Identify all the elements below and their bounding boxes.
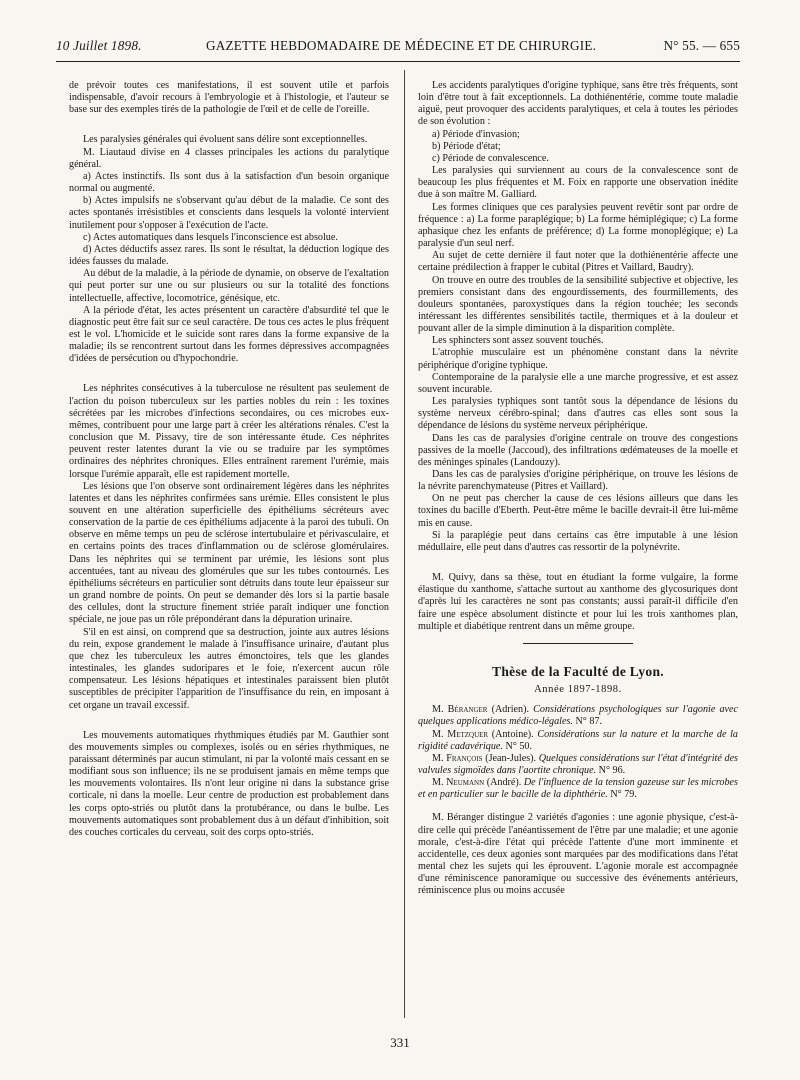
paragraph: Les accidents paralytiques d'origine typhique, sans être très fréquents, sont loin d'être tout à fait exceptionnels. La dothiénentérie, comme toute maladie aiguë, peut provoquer des accidents paralytiques, et cela à toutes les périodes de son évolution :	[418, 80, 738, 128]
paragraph: Les mouvements automatiques rhythmiques étudiés par M. Gauthier sont des mouvements simples ou complexes, isolés ou en séries rhythmiques, ne paraissant déterminés par aucun stimulant, ni par la volonté mais cessant en se modifiant sous son influence; ils ne se produisent jamais en même temps que les mouvements volontaires. Ils n'ont leur origine ni dans la substance grise corticale, ni dans la moelle. Leur centre de production est probablement dans les corps opto-striés ou plutôt dans la protubérance, ou dans le bulbe. Les mouvements automatiques sont probablement dus à un défaut d'inhibition, soit des couches corticales du cerveau, soit des corps opto-striés.	[69, 729, 389, 838]
paragraph: S'il en est ainsi, on comprend que sa destruction, jointe aux autres lésions du rein, expose grandement le malade à l'insuffisance urinaire, d'autant plus que chez les tuberculeux les autres émonctoires, tels que les glandes intestinales, les glandes sudoripares et le foie, n'exercent aucun rôle compensateur. Les lésions hépatiques et intestinales paraissent bien plutôt susceptibles de précipiter l'apparition de l'insuffisance du rein, en imposant à cet organe un travail excessif.	[69, 626, 389, 711]
paragraph: c) Actes automatiques dans lesquels l'inconscience est absolue.	[83, 231, 338, 243]
section-separator	[523, 643, 633, 644]
thesis-number: N° 96.	[596, 764, 626, 776]
section-title: Thèse de la Faculté de Lyon.	[492, 663, 664, 679]
thesis-entry: M. François (Jean-Jules). Quelques considérations sur l'état d'intégrité des valvules sigmoïdes dans l'aortite chronique. N° 96.	[418, 752, 738, 776]
paragraph: de prévoir toutes ces manifestations, il est souvent utile et parfois indispensable, d'avoir recours à l'embryologie et à l'histologie, et l'auteur se base sur des exemples tirés de la pathologie de l'œil et de celle de l'oreille.	[69, 80, 389, 116]
paragraph: Dans les cas de paralysies d'origine périphérique, on trouve les lésions de la névrite parenchymateuse (Pitres et Vaillard).	[418, 469, 738, 493]
paragraph: Au début de la maladie, à la période de dynamie, on observe de l'exaltation qui peut porter sur une ou sur plusieurs ou sur la totalité des fonctions intellectuelle, affective, locomotrice, génésique, etc.	[69, 268, 389, 304]
left-column	[69, 80, 389, 839]
thesis-number: N° 50.	[502, 740, 533, 752]
paragraph: L'atrophie musculaire est un phénomène constant dans la névrite périphérique d'origine typhique.	[418, 347, 738, 371]
thesis-number: N° 79.	[607, 789, 637, 801]
paragraph: d) Actes déductifs assez rares. Ils sont le résultat, la déduction logique des idées fausses du malade.	[69, 243, 389, 268]
header-rule	[56, 61, 740, 62]
thesis-title: Considérations psychologiques sur l'agonie avec quelques applications médico-légales.	[418, 704, 738, 728]
thesis-title: Quelques considérations sur l'état d'intégrité des valvules sigmoïdes dans l'aortite chronique.	[418, 752, 738, 776]
column-divider	[404, 70, 405, 1018]
thesis-title: De l'influence de la tension gazeuse sur les microbes et en particulier sur le bacille de la diphthérie.	[418, 777, 738, 801]
list-item: b) Période d'état;	[432, 140, 501, 152]
paragraph: Les paralysies typhiques sont tantôt sous la dépendance de lésions du système nerveux cérébro-spinal; dans d'autres cas elles sont sous la dépendance de lésions du système nerveux périphérique.	[418, 396, 738, 432]
thesis-title: Considérations sur la nature et la marche de la rigidité cadavérique.	[418, 728, 738, 752]
paragraph: A la période d'état, les actes présentent un caractère d'absurdité tel que le diagnostic peut être fait sur ce seul caractère. De tous ces actes le plus fréquent est le vol. L'homicide et le suicide sont rares dans la forme expansive de la maladie; ils se rencontrent surtout dans les formes dépressives accompagnées d'idées de persécution ou d'hypochondrie.	[69, 304, 389, 365]
thesis-entry: M. Metzquer (Antoine). Considérations sur la nature et la marche de la rigidité cadavérique. N° 50.	[418, 728, 738, 752]
list-item: a) Période d'invasion;	[432, 128, 520, 140]
paragraph: Contemporaine de la paralysie elle a une marche progressive, et est assez souvent incurable.	[418, 371, 738, 395]
author-name: Béranger	[447, 704, 488, 716]
header-date: 10 Juillet 1898.	[56, 38, 142, 53]
thesis-entry: M. Béranger (Adrien). Considérations psychologiques sur l'agonie avec quelques applications médico-légales. N° 87.	[418, 704, 738, 728]
running-header	[56, 38, 740, 60]
journal-title: GAZETTE HEBDOMADAIRE DE MÉDECINE ET DE CHIRURGIE.	[206, 38, 597, 53]
author-name: François	[446, 752, 483, 764]
paragraph: a) Actes instinctifs. Ils sont dus à la satisfaction d'un besoin organique normal ou augmenté.	[69, 170, 389, 195]
paragraph: On ne peut pas chercher la cause de ces lésions ailleurs que dans les toxines du bacille d'Eberth. Peut-être même le bacille devrait-il être lui-même mis en cause.	[418, 493, 738, 529]
thesis-number: N° 87.	[572, 716, 603, 728]
author-name: Metzquer	[447, 728, 489, 740]
paragraph: M. Béranger distingue 2 variétés d'agonies : une agonie physique, c'est-à-dire celle qui précède l'anéantissement de l'être par une maladie; et une agonie morale, c'est-à-dire l'état qui précède l'attente d'une mort imminente et accidentelle, ces deux agonies sont marquées par des modifications dans l'état mental chez les sujets qui les éprouvent. L'agonie morale est accompagnée d'une réminiscence panoramique ou successive des événements antérieurs, réminiscence plus ou moins accusée	[418, 812, 738, 897]
paragraph: On trouve en outre des troubles de la sensibilité subjective et objective, les premiers consistant dans des engourdissements, des fourmillements, des douleurs spontanées, paroxystiques dans la région touchée; les seconds intéressant les différentes sensibilités tactile, thermiques et à la douleur et pouvant aller de la simple diminution à la disparition complète.	[418, 274, 738, 335]
paragraph: M. Quivy, dans sa thèse, tout en étudiant la forme vulgaire, la forme élastique du xanthome, s'attache surtout au xanthome des glycosuriques dont d'après lui les caractères ne sont pas constants; aussi paraît-il difficile d'en faire une espèce absolument distincte et pour lui les trois xanthomes plan, multiple et diabétique rentrent dans un même groupe.	[418, 572, 738, 632]
paragraph: b) Actes impulsifs ne s'observant qu'au début de la maladie. Ce sont des actes spontanés irrésistibles et conscients dans lesquels la volonté intervient inutilement pour s'opposer à l'exécution de l'acte.	[69, 195, 389, 231]
paragraph: Les formes cliniques que ces paralysies peuvent revêtir sont par ordre de fréquence : a) La forme paraplégique; b) La forme hémiplégique; c) La forme aphasique chez les enfants de préférence; d) La forme monoplégique; e) La paralysie d'un seul nerf.	[418, 201, 738, 250]
paragraph: Dans les cas de paralysies d'origine centrale on trouve des congestions passives de la moelle (Jaccoud), des infiltrations œdémateuses de la moelle et des méninges spinales (Landouzy).	[418, 432, 738, 468]
paragraph: Les néphrites consécutives à la tuberculose ne résultent pas seulement de l'action du poison tuberculeux sur les parties nobles du rein : les toxines sécrétées par les microbes d'infections secondaires, ou ces microbes eux-mêmes, contribuent pour une large part à créer les altérations rénales. C'est la conclusion que M. Pissavy, tire de son intéressante étude. Ces néphrites peuvent rester latentes durant la vie ou se traduire par les symptômes ordinaires des néphrites chroniques. Elles entraînent rarement l'urémie, mais lorsque l'urémie apparaît, elle est rapidement mortelle.	[69, 383, 389, 480]
right-column	[418, 80, 738, 898]
paragraph: Les lésions que l'on observe sont ordinairement légères dans les néphrites latentes et dans les néphrites confirmées sans urémie. Elles consistent le plus souvent en une altération superficielle des épithéliums sécréteurs avec conservation de la partie de ces épithéliums adjacente à la paroi des tubuli. On observe en même temps un peu de sclérose intertubulaire et périvasculaire, et en certains points des traces d'inflammation ou de sclérose glomérulaires. Dans les néphrites qui se terminent par urémie, les lésions sont plus accentuées, tant au niveau des glomérules que sur les tubes contournés. Les épithéliums sécréteurs en particulier sont détruits dans toute leur épaisseur sur un grand nombre de points. On peut se demander dès lors si la partie basale des cellules, dont la structure finement striée paraît indiquer une fonction spéciale, ne joue pas un rôle prépondérant dans la dépuration urinaire.	[69, 480, 389, 626]
paragraph: Les paralysies générales qui évoluent sans délire sont exceptionnelles.	[83, 134, 368, 146]
paragraph: M. Liautaud divise en 4 classes principales les actions du paralytique général.	[69, 146, 389, 170]
paragraph: Si la paraplégie peut dans certains cas être imputable à une lésion médullaire, elle peut dans d'autres cas ressortir de la polynévrite.	[418, 529, 738, 553]
thesis-entry: M. Neumann (André). De l'influence de la tension gazeuse sur les microbes et en particulier sur le bacille de la diphthérie. N° 79.	[418, 777, 738, 801]
section-year: Année 1897-1898.	[534, 684, 622, 696]
paragraph: Les paralysies qui surviennent au cours de la convalescence sont de beaucoup les plus fréquentes et M. Foix en rapporte une observation inédite due à son maître M. Galliard.	[418, 165, 738, 201]
author-name: Neumann	[446, 777, 485, 789]
page-number: 331	[390, 1035, 410, 1050]
issue-page-number: N° 55. — 655	[663, 38, 740, 53]
paragraph: Au sujet de cette dernière il faut noter que la dothiénentérie affecte une certaine prédilection à frapper le cubital (Pitres et Vaillard, Baudry).	[418, 250, 738, 274]
paragraph: Les sphincters sont assez souvent touchés.	[432, 335, 604, 347]
list-item: c) Période de convalescence.	[432, 152, 549, 164]
